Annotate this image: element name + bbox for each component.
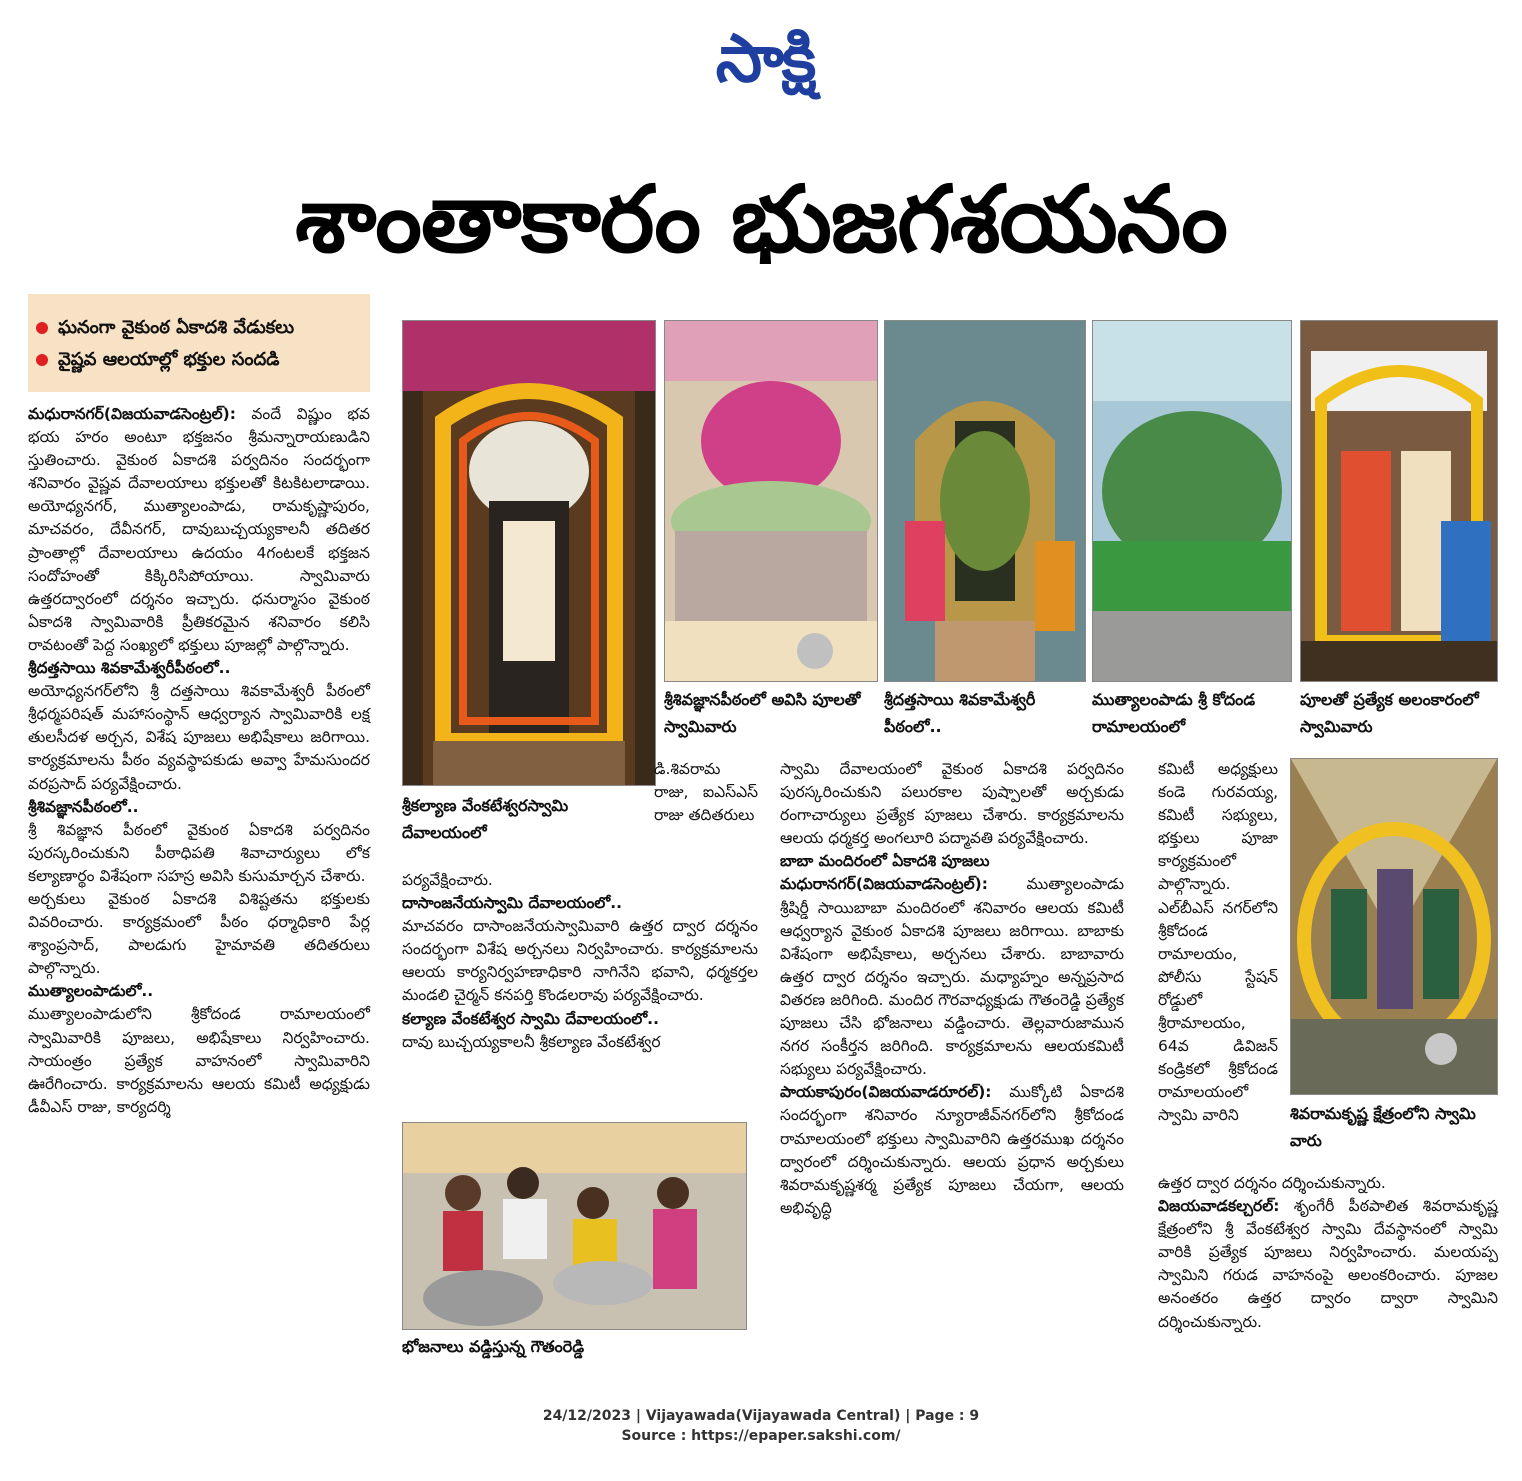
subheading: శ్రీశివజ్ఞానపీఠంలో..	[28, 797, 139, 816]
article-column-4	[1158, 1172, 1498, 1334]
subheading: శ్రీదత్తసాయి శివకామేశ్వరీపీఠంలో..	[28, 659, 231, 678]
paragraph: ఉత్తర ద్వార దర్శనం దర్శించుకున్నారు.	[1158, 1174, 1386, 1192]
dateline: పాయకాపురం(విజయవాడరూరల్):	[780, 1083, 992, 1102]
deity-photo-image	[1291, 759, 1497, 1094]
subheading: దాసాంజనేయస్వామి దేవాలయంలో..	[402, 894, 623, 913]
paragraph: ముక్కోటి ఏకాదశి సందర్భంగా శనివారం న్యూరాజీవ్‌నగర్‌లోని శ్రీకోదండ రామాలయంలో భక్తులు స్వామివారిని ఉత్తరముఖ దర్శనం ద్వారంలో దర్శించుకున్నారు. ఆలయ ప్రధాన అర్చకులు శివరామకృష్ణశర్మ ప్రత్యేక పూజలు చేయగా, ఆలయ అభివృద్ధి	[780, 1083, 1124, 1217]
photo-flower-decoration	[1300, 320, 1498, 682]
deity-photo-image	[1301, 321, 1497, 681]
photo-food-serving	[402, 1122, 747, 1330]
highlights-box	[28, 294, 370, 392]
paragraph: స్వామి దేవాలయంలో వైకుంఠ ఏకాదశి పర్వదినం పురస్కరించుకుని పలురకాల పుష్పాలతో అర్చకుడు రంగాచార్యులు ప్రత్యేక పూజలు చేశారు. కార్యక్రమాలను ఆలయ ధర్మకర్త అంగలూరి పద్మావతి పర్యవేక్షించారు.	[780, 760, 1124, 848]
deity-photo-image	[403, 321, 655, 785]
subheading: ముత్యాలంపాడులో..	[28, 982, 154, 1001]
photo-sivaramakrishna-kshetram	[1290, 758, 1498, 1095]
paragraph: శ్రీ శివజ్ఞాన పీఠంలో వైకుంఠ ఏకాదశి పర్వదినం పురస్కరించుకుని పీఠాధిపతి శివాచార్యులు లోక కల్యాణార్థం విశేషంగా సహస్ర అవిసి కుసుమార్చన చేశారు.	[28, 820, 370, 885]
paragraph: అర్చకులు వైకుంఠ ఏకాదశి విశిష్టతను భక్తులకు వివరించారు. కార్యక్రమంలో పీఠం ధర్మాధికారి పేర్ల శ్యాంప్రసాద్, పాలడుగు హైమావతి తదితరులు పాల్గొన్నారు.	[28, 889, 370, 978]
article-column-2	[402, 869, 758, 1054]
footer-edition-line: 24/12/2023 | Vijayawada(Vijayawada Central) | Page : 9	[542, 1408, 980, 1424]
paragraph: వందే విష్ణుం భవ భయ హరం అంటూ భక్తజనం శ్రీమన్నారాయణుడిని స్తుతించారు. వైకుంఠ ఏకాదశి పర్వదినం సందర్భంగా శనివారం వైష్ణవ దేవాలయాలు భక్తులతో కిటకిటలాడాయి. అయోధ్యనగర్, ముత్యాలంపాడు, రామకృష్ణాపురం, మాచవరం, దేవీనగర్, దావుబుచ్చయ్యకాలనీ తదితర ప్రాంతాల్లో దేవాలయాలు ఉదయం 4గంటలకే భక్తజన సందోహంతో కిక్కిరిసిపోయాయి. స్వామివారు ఉత్తరద్వారంలో దర్శనం ఇచ్చారు. ధనుర్మాసం వైకుంఠ ఏకాదశి స్వామివారికి ప్రీతికరమైన శనివారం కలిసి రావటంతో పెద్ద సంఖ్యలో భక్తులు పూజల్లో పాల్గొన్నారు.	[28, 405, 370, 654]
paragraph: మాచవరం దాసాంజనేయస్వామివారి ఉత్తర ద్వార దర్శనం సందర్భంగా విశేష అర్చనలు నిర్వహించారు. కార్యక్రమాలను ఆలయ కార్యనిర్వహణాధికారి నాగినేని భవాని, ధర్మకర్తల మండలి చైర్మన్ కనపర్తి కొండలరావు పర్యవేక్షించారు.	[402, 917, 758, 1005]
highlight-item-2	[36, 346, 279, 374]
article-column-4-continuation	[1158, 758, 1278, 1128]
photo-caption: శ్రీదత్తసాయి శివకామేశ్వరీ పీఠంలో..	[884, 690, 1036, 736]
paragraph: డి.శివరామ రాజు, ఐఎస్ఎస్ రాజు తదితరులు	[654, 760, 758, 825]
highlight-item-1	[36, 314, 294, 342]
subheading: కల్యాణ వేంకటేశ్వర స్వామి దేవాలయంలో..	[402, 1009, 659, 1028]
photo-dattasai-peetam	[884, 320, 1086, 682]
footer-source-line: Source : https://epaper.sakshi.com/	[621, 1428, 901, 1444]
deity-photo-image	[665, 321, 877, 681]
dateline: మధురానగర్(విజయవాడసెంట్రల్):	[28, 405, 236, 423]
page-footer	[0, 1406, 1522, 1446]
photo-caption: శ్రీశివజ్ఞానపీఠంలో అవిసి పూలతో స్వామివారు	[664, 690, 861, 736]
photo-caption: పూలతో ప్రత్యేక అలంకారంలో స్వామివారు	[1300, 690, 1479, 736]
paragraph: ముత్యాలంపాడు శ్రీషిర్డీ సాయిబాబా మందిరంలో శనివారం ఆలయ కమిటీ ఆధ్వర్యాన వైకుంఠ ఏకాదశి పూజలు జరిగాయి. బాబాకు విశేషంగా అభిషేకాలు, అర్చనలు చేశారు. బాబావారు ఉత్తర ద్వార దర్శనం ఇచ్చారు. మధ్యాహ్నం అన్నప్రసాద వితరణ జరిగింది. మందిర గౌరవాధ్యక్షుడు గౌతంరెడ్డి ప్రత్యేక పూజలు చేసి భోజనాలు వడ్డించారు. తెల్లవారుజామున నగర సంకీర్తన జరిగింది. కార్యక్రమాలను ఆలయకమిటీ సభ్యులు పర్యవేక్షించారు.	[780, 875, 1124, 1079]
sakshi-logo: సాక్షి	[715, 20, 815, 97]
paragraph: ముత్యాలంపాడులోని శ్రీకోదండ రామాలయంలో స్వామివారికి పూజలు, అభిషేకాలు నిర్వహించారు. సాయంత్రం ప్రత్యేక వాహనంలో స్వామివారిని ఊరేగించారు. కార్యక్రమాలను ఆలయ కమిటీ అధ్యక్షుడు డీవీఎస్ రాజు, కార్యదర్శి	[28, 1005, 370, 1116]
photo-kodanda-ramalayam	[1092, 320, 1292, 682]
photo-caption: శ్రీకల్యాణ వేంకటేశ్వరస్వామి దేవాలయంలో	[402, 796, 569, 842]
highlight-text-2: వైష్ణవ ఆలయాల్లో భక్తుల సందడి	[58, 349, 280, 370]
article-column-1	[28, 403, 370, 1119]
deity-photo-image	[1093, 321, 1291, 681]
paragraph: శృంగేరీ పీఠపాలిత శివరామకృష్ణ క్షేత్రంలోని శ్రీ వేంకటేశ్వర స్వామి దేవస్థానంలో స్వామి వారికి ప్రత్యేక పూజలు నిర్వహించారు. మలయప్ప స్వామిని గరుడ వాహనంపై అలంకరించారు. పూజల అనంతరం ఉత్తర ద్వారం ద్వారా స్వామిని దర్శించుకున్నారు.	[1158, 1197, 1498, 1331]
paragraph: అయోధ్యనగర్‌లోని శ్రీ దత్తసాయి శివకామేశ్వరీ పీఠంలో శ్రీధర్మపరిషత్ మహాసంస్థాన్ ఆధ్వర్యాన స్వామివారికి లక్ష తులసీదళ అర్చన, విశేష పూజలు అభిషేకాలు జరిగాయి. కార్యక్రమాలను పీఠం వ్యవస్థాపకుడు అవ్వా హేమసుందర వరప్రసాద్ పర్యవేక్షించారు.	[28, 682, 370, 793]
photo-shivajnana-peetam	[664, 320, 878, 682]
photo-caption: ముత్యాలంపాడు శ్రీ కోదండ రామాలయంలో	[1092, 690, 1256, 736]
highlight-text-1: ఘనంగా వైకుంఠ ఏకాదశి వేడుకలు	[58, 317, 295, 338]
paragraph: దావు బుచ్చయ్యకాలనీ శ్రీకల్యాణ వేంకటేశ్వర	[402, 1032, 661, 1051]
food-serving-image	[403, 1123, 746, 1329]
deity-photo-image	[885, 321, 1085, 681]
photo-caption: శివరామకృష్ణ క్షేత్రంలోని స్వామి వారు	[1290, 1104, 1476, 1150]
paragraph: కమిటీ అధ్యక్షులు కండె గురవయ్య, కమిటీ సభ్యులు, భక్తులు పూజా కార్యక్రమంలో పాల్గొన్నారు. ఎల్‌బీఎస్ నగర్‌లోని శ్రీకోదండ రామాలయం, పోలీసు స్టేషన్ రోడ్డులో శ్రీరామాలయం, 64వ డివిజన్ కండ్రికలో శ్రీకోదండ రామాలయంలో స్వామి వారిని	[1158, 760, 1278, 1125]
paragraph: పర్యవేక్షించారు.	[402, 871, 493, 889]
subheading: బాబా మందిరంలో ఏకాదశి పూజలు	[780, 852, 990, 871]
red-bullet-icon	[36, 354, 48, 366]
red-bullet-icon	[36, 322, 48, 334]
photo-kalyana-venkateswara	[402, 320, 656, 786]
dateline: మధురానగర్(విజయవాడసెంట్రల్):	[780, 875, 988, 894]
article-column-3	[780, 758, 1124, 1220]
article-headline: శాంతాకారం భుజగశయనం	[295, 166, 1227, 273]
dateline: విజయవాడకల్చరల్:	[1158, 1197, 1280, 1216]
article-column-2-continuation	[654, 758, 758, 827]
photo-caption: భోజనాలు వడ్డిస్తున్న గౌతంరెడ్డి	[402, 1337, 585, 1356]
